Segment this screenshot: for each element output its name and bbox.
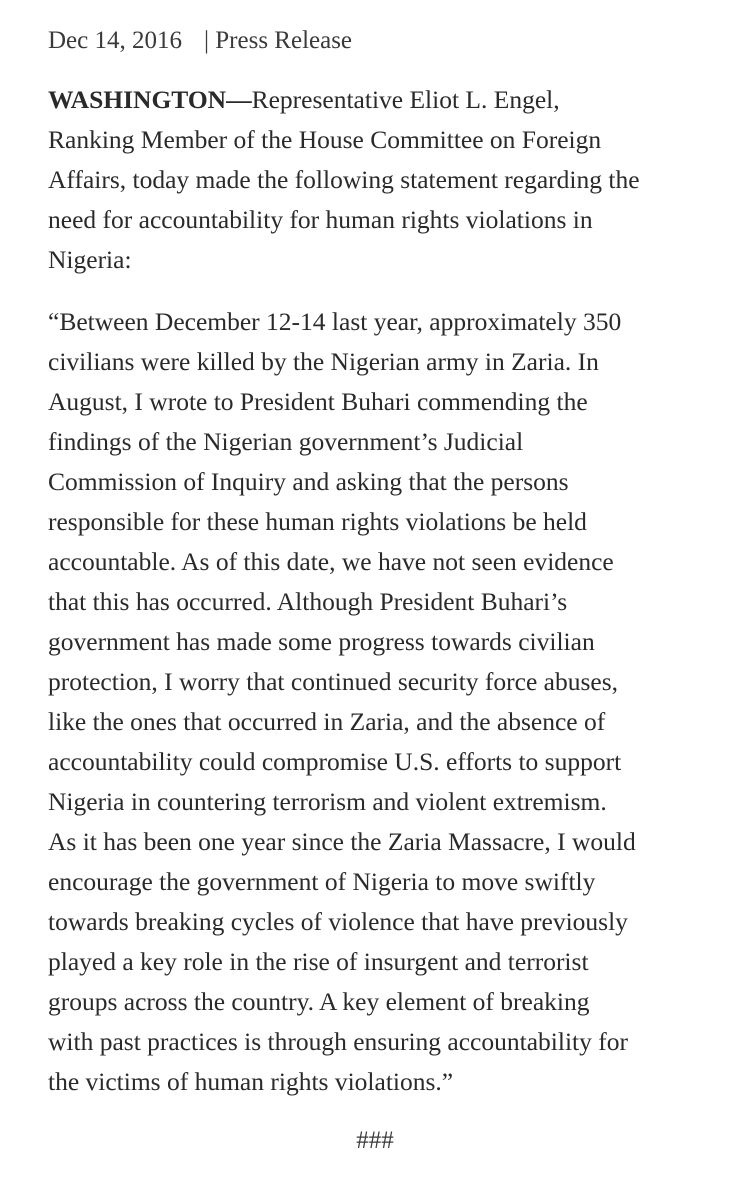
statement-line: findings of the Nigerian government’s Judicial	[48, 427, 524, 456]
statement-quote	[48, 302, 728, 1102]
statement-line: the victims of human rights violations.”	[48, 1067, 454, 1096]
release-category: Press Release	[215, 27, 353, 54]
statement-line: “Between December 12-14 last year, approximately 350	[48, 307, 622, 336]
statement-line: accountable. As of this date, we have not seen evidence	[48, 547, 614, 576]
intro-line: need for accountability for human rights violations in	[48, 205, 593, 234]
statement-line: towards breaking cycles of violence that have previously	[48, 907, 628, 936]
statement-line: civilians were killed by the Nigerian army in Zaria. In	[48, 347, 599, 376]
statement-line: encourage the government of Nigeria to move swiftly	[48, 867, 596, 896]
meta-separator: |	[204, 27, 210, 54]
statement-line: that this has occurred. Although President Buhari’s	[48, 587, 568, 616]
statement-line: Nigeria in countering terrorism and violent extremism.	[48, 787, 607, 816]
end-mark: ###	[356, 1127, 394, 1154]
statement-line: groups across the country. A key element of breaking	[48, 987, 590, 1016]
release-date: Dec 14, 2016	[48, 27, 182, 54]
statement-line: accountability could compromise U.S. efforts to support	[48, 747, 622, 776]
dateline: WASHINGTON—	[48, 85, 252, 114]
statement-line: with past practices is through ensuring accountability for	[48, 1027, 628, 1056]
statement-line: protection, I worry that continued security force abuses,	[48, 667, 619, 696]
statement-line: Commission of Inquiry and asking that the persons	[48, 467, 569, 496]
intro-line-text: Representative Eliot L. Engel,	[251, 85, 560, 114]
intro-line	[48, 80, 728, 120]
intro-line: Affairs, today made the following statement regarding the	[48, 165, 640, 194]
statement-line: responsible for these human rights violations be held	[48, 507, 587, 536]
statement-line: As it has been one year since the Zaria Massacre, I would	[48, 827, 636, 856]
statement-line: like the ones that occurred in Zaria, and the absence of	[48, 707, 606, 736]
statement-line: played a key role in the rise of insurgent and terrorist	[48, 947, 589, 976]
intro-paragraph	[48, 80, 728, 280]
intro-line: Nigeria:	[48, 245, 132, 274]
release-meta	[48, 22, 728, 60]
intro-line: Ranking Member of the House Committee on Foreign	[48, 125, 602, 154]
statement-line: government has made some progress towards civilian	[48, 627, 595, 656]
statement-line: August, I wrote to President Buhari commending the	[48, 387, 588, 416]
press-release-document	[48, 22, 728, 1102]
